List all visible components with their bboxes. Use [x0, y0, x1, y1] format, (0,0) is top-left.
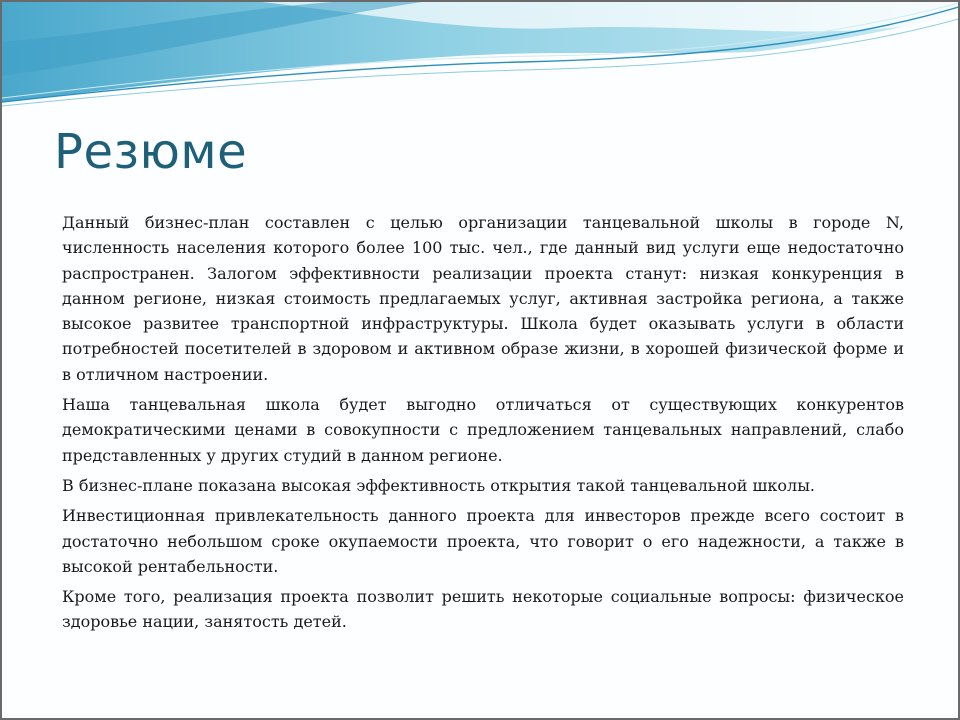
slide-title: Резюме	[54, 124, 248, 180]
body-paragraph: Данный бизнес-план составлен с целью организации танцевальной школы в городе N, численность населения которого более 100 тыс. чел., где данный вид услуги еще недостаточно распространен. Залогом эффективности реализации проекта станут: низкая конкуренция в данном регионе, низкая стоимость предлагаемых услуг, активная застройка региона, а также высокое развитее транспортной инфраструктуры. Школа будет оказывать услуги в области потребностей посетителей в здоровом и активном образе жизни, в хорошей физической форме и в отличном настроении.	[62, 213, 904, 384]
body-paragraph: Кроме того, реализация проекта позволит решить некоторые социальные вопросы: физическое здоровье нации, занятость детей.	[62, 587, 904, 632]
body-paragraph: Инвестиционная привлекательность данного проекта для инвесторов прежде всего состоит в достаточно небольшом сроке окупаемости проекта, что говорит о его надежности, а также в высокой рентабельности.	[62, 506, 904, 576]
body-paragraph: Наша танцевальная школа будет выгодно отличаться от существующих конкурентов демократическими ценами в совокупности с предложением танцевальных направлений, слабо представленных у других студий в данном регионе.	[62, 395, 904, 465]
slide-body	[62, 210, 904, 640]
body-paragraph: В бизнес-плане показана высокая эффективность открытия такой танцевальной школы.	[62, 475, 816, 495]
wave-header-decoration	[2, 2, 960, 132]
